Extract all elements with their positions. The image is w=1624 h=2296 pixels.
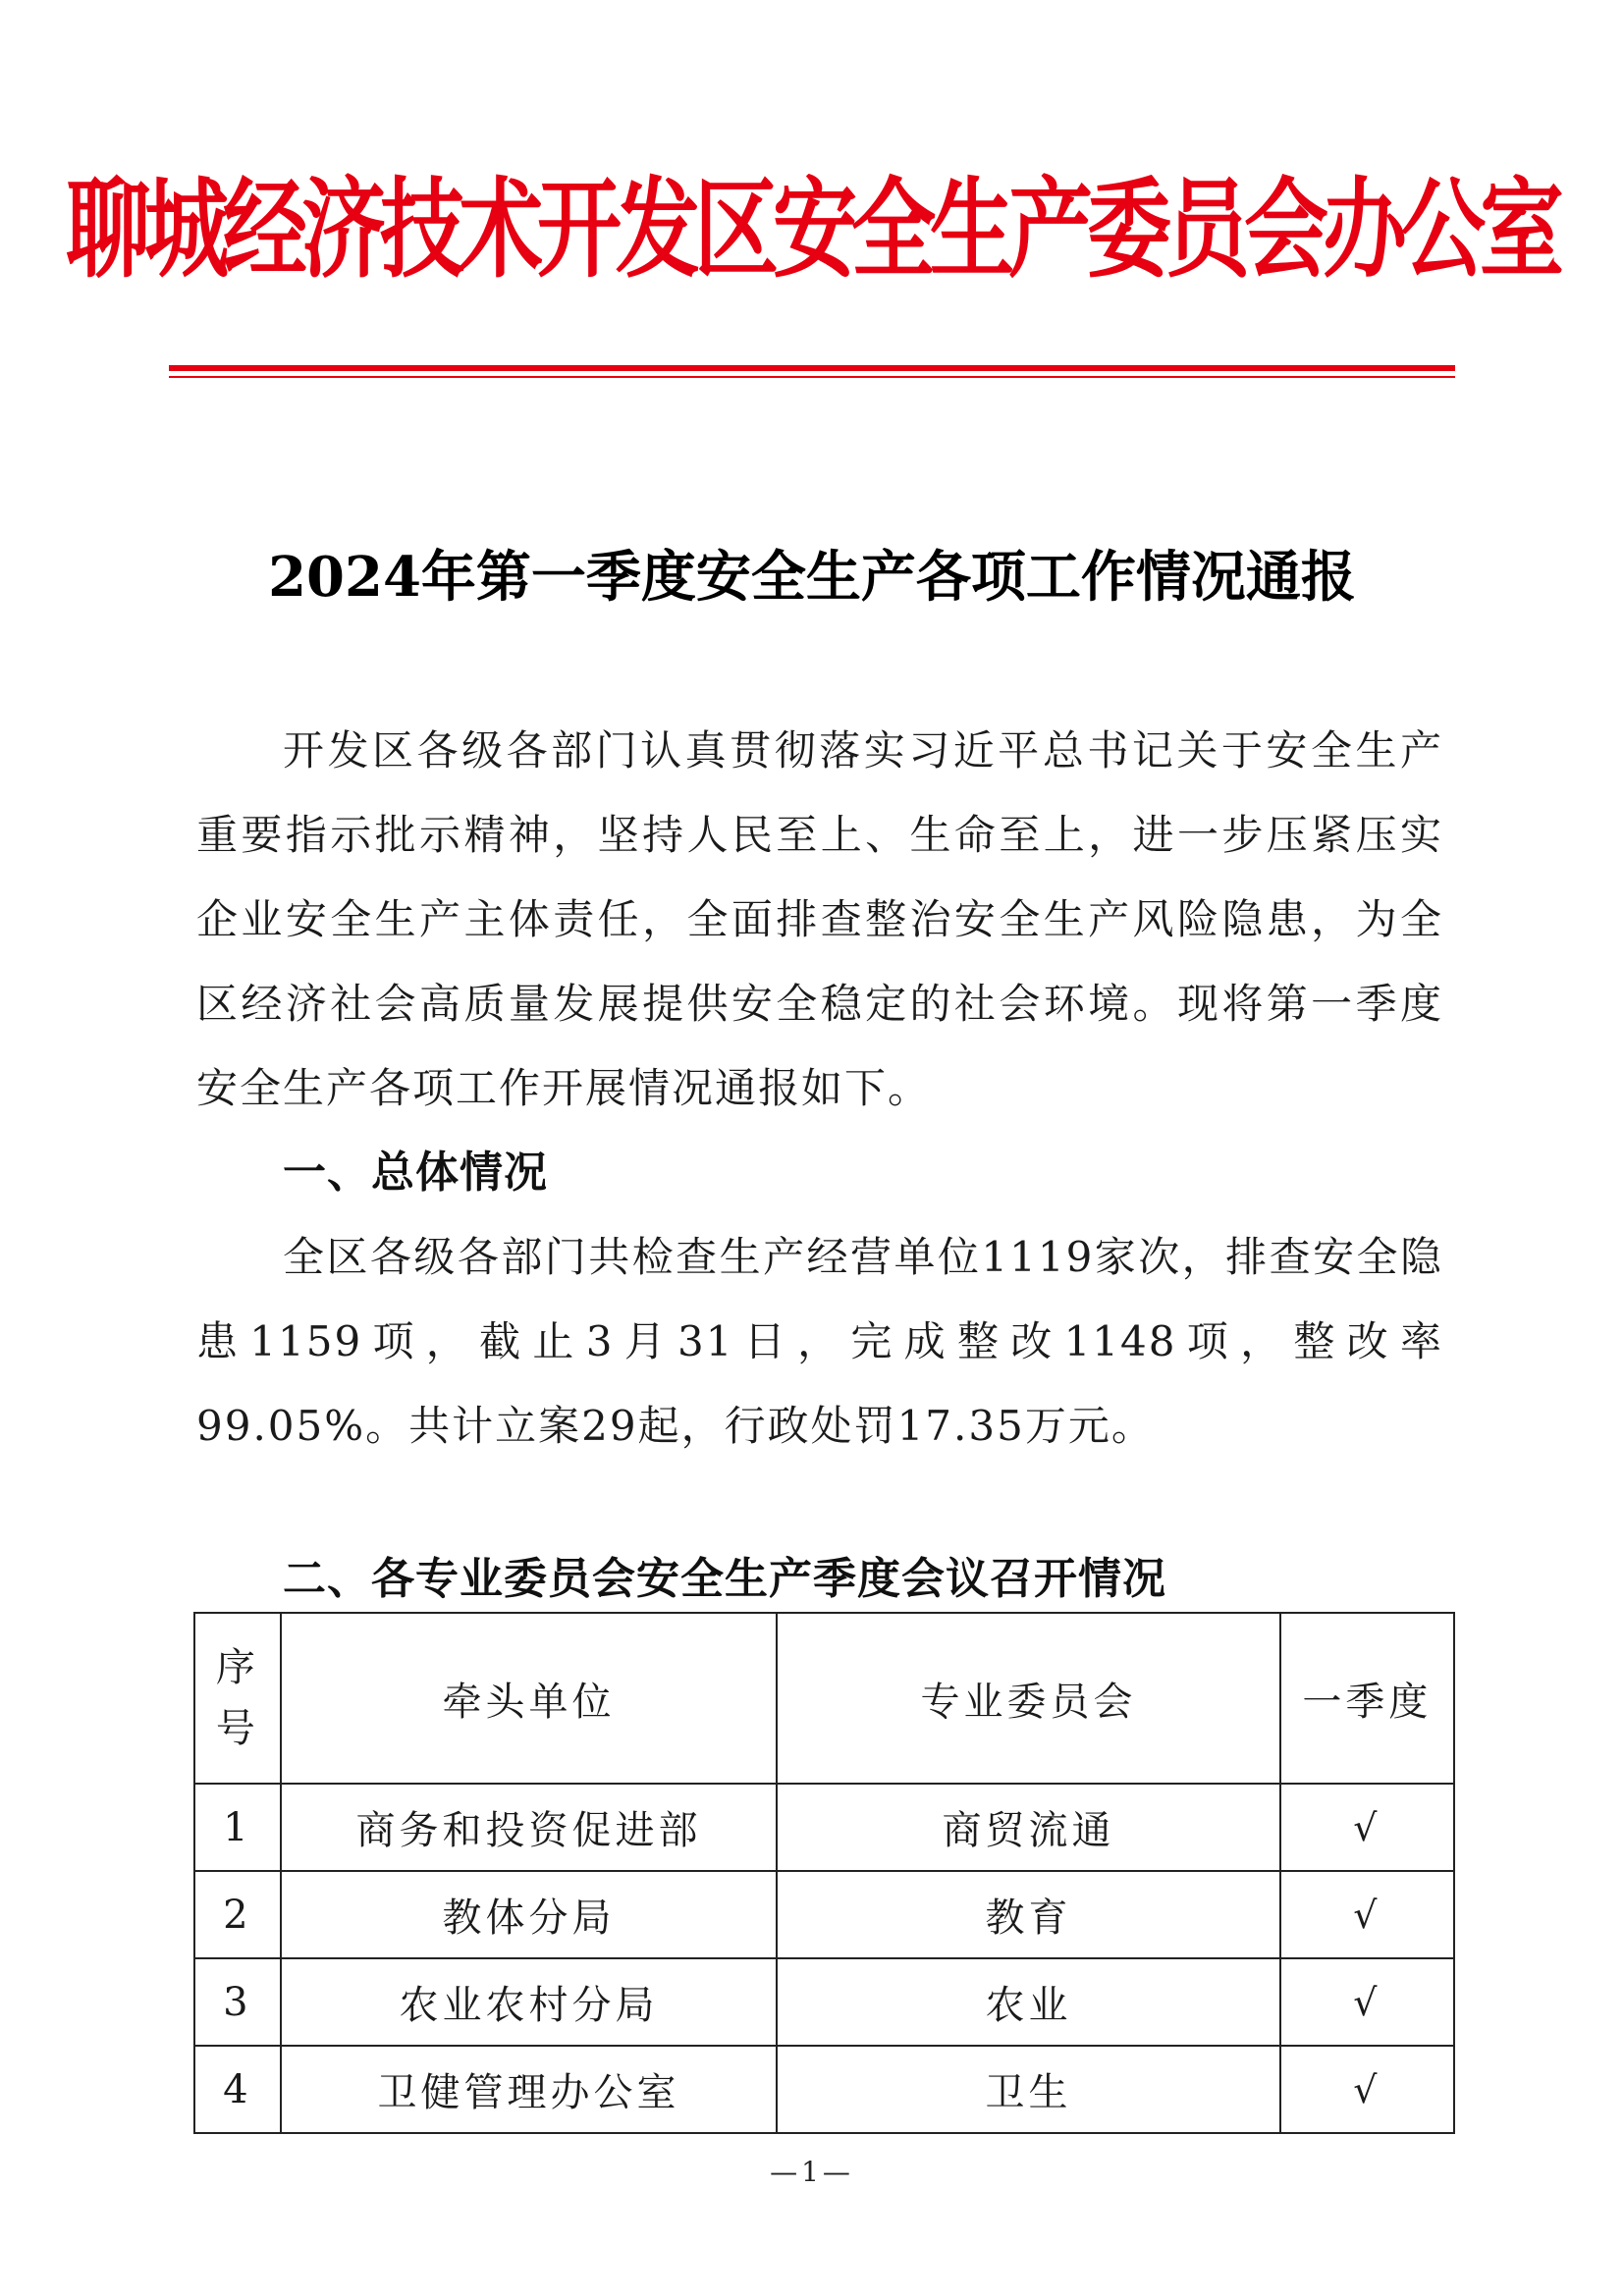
masthead-org-name: 聊城经济技术开发区安全生产委员会办公室: [66, 168, 1558, 294]
cell-serial-number: 1: [194, 1784, 281, 1871]
header-lead-unit: 牵头单位: [281, 1613, 777, 1784]
committee-meeting-table: [193, 1612, 1455, 2134]
masthead-rule-thick: [169, 365, 1455, 371]
table-row: [194, 1784, 1454, 1871]
overall-paragraph: 全区各级各部门共检查生产经营单位1119家次，排查安全隐患1159项，截止3月31日，完成整改1148项，整改率99.05%。共计立案29起，行政处罚17.35万元。: [196, 1233, 1443, 1450]
table-header-row: [194, 1613, 1454, 1784]
intro-paragraph: 开发区各级各部门认真贯彻落实习近平总书记关于安全生产重要指示批示精神，坚持人民至上、生命至上，进一步压紧压实企业安全生产主体责任，全面排查整治安全生产风险隐患，为全区经济社会高质量发展提供安全稳定的社会环境。现将第一季度安全生产各项工作开展情况通报如下。: [196, 726, 1443, 1112]
cell-quarter-check: √: [1280, 1871, 1454, 1958]
header-first-quarter: 一季度: [1280, 1613, 1454, 1784]
cell-lead-unit: 教体分局: [281, 1871, 777, 1958]
header-serial-line2: 号: [215, 1706, 259, 1751]
cell-quarter-check: √: [1280, 2046, 1454, 2133]
header-committee: 专业委员会: [777, 1613, 1279, 1784]
cell-lead-unit: 商务和投资促进部: [281, 1784, 777, 1871]
cell-quarter-check: √: [1280, 1784, 1454, 1871]
table-row: [194, 2046, 1454, 2133]
masthead-rule-thin: [169, 376, 1455, 378]
section-heading-overall: 一、总体情况: [283, 1148, 548, 1198]
header-serial-line1: 序: [215, 1645, 259, 1690]
section-heading-committees: 二、各专业委员会安全生产季度会议召开情况: [283, 1554, 1166, 1604]
cell-committee: 农业: [777, 1958, 1279, 2046]
cell-lead-unit: 农业农村分局: [281, 1958, 777, 2046]
cell-lead-unit: 卫健管理办公室: [281, 2046, 777, 2133]
document-title: 2024年第一季度安全生产各项工作情况通报: [268, 545, 1356, 610]
page-number: —1—: [770, 2156, 854, 2188]
header-serial-number: [194, 1613, 281, 1784]
cell-committee: 卫生: [777, 2046, 1279, 2133]
cell-committee: 教育: [777, 1871, 1279, 1958]
table-row: [194, 1871, 1454, 1958]
table-row: [194, 1958, 1454, 2046]
cell-serial-number: 4: [194, 2046, 281, 2133]
cell-serial-number: 3: [194, 1958, 281, 2046]
cell-committee: 商贸流通: [777, 1784, 1279, 1871]
cell-quarter-check: √: [1280, 1958, 1454, 2046]
cell-serial-number: 2: [194, 1871, 281, 1958]
